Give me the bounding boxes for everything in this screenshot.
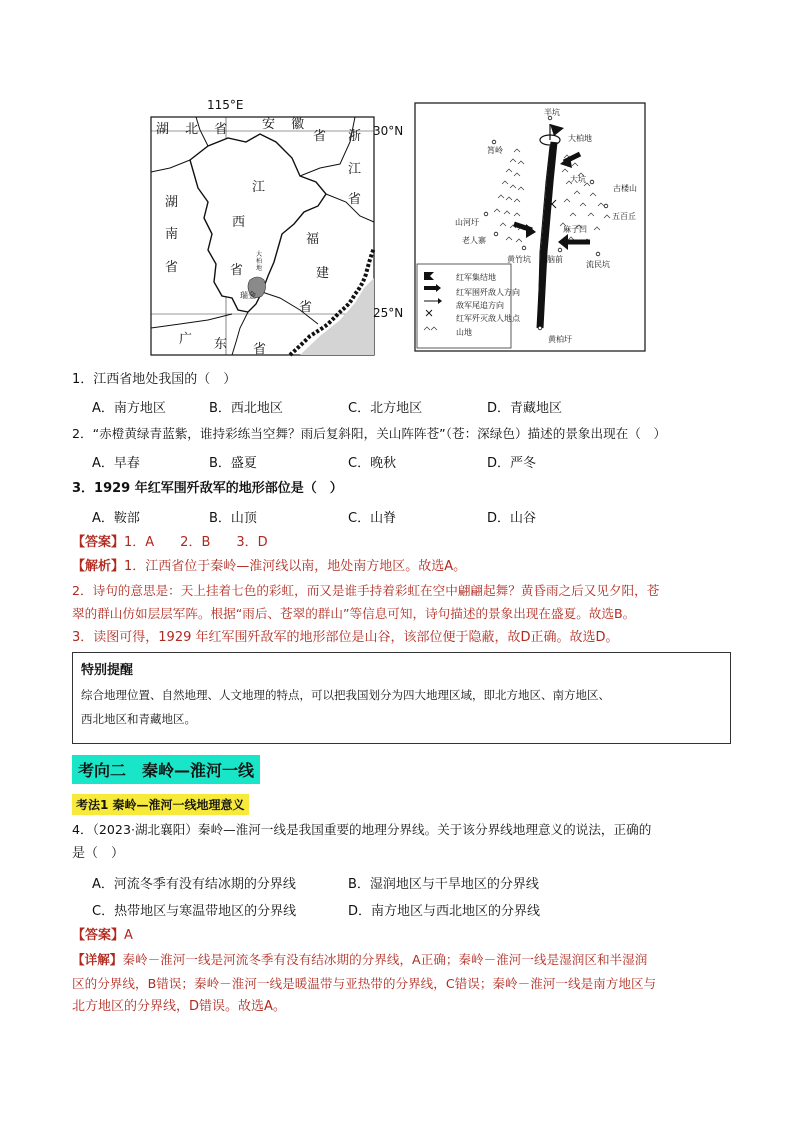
hunan-label-2: 南 bbox=[165, 227, 179, 242]
fujian-label-2: 建 bbox=[316, 266, 330, 281]
q2-option-c: C．晚秋 bbox=[348, 456, 397, 471]
q3-option-d: D．山谷 bbox=[487, 511, 537, 526]
q2-stem: 2．“赤橙黄绿青蓝紫，谁持彩练当空舞？雨后复斜阳，关山阵阵苍”（苍：深绿色）描述的景象出现在（ ） bbox=[72, 426, 667, 441]
xiangling-label: 筲岭 bbox=[487, 146, 503, 155]
huangbaiyu-label: 黄柏圩 bbox=[548, 335, 572, 344]
analysis-line-3: 翠的群山仿如层层军阵。根据“雨后、苍翠的群山”等信息可知，诗句描述的景象出现在盛夏。故选B。 bbox=[72, 606, 636, 621]
analysis-line-4: 3．读图可得，1929 年红军围歼敌军的地形部位是山谷，该部位便于隐蔽，故D正确。故选D。 bbox=[72, 630, 619, 645]
tip-line-1: 综合地理位置、自然地理、人文地理的特点，可以把我国划分为四大地理区域，即北方地区、南方地区、 bbox=[81, 688, 610, 702]
battle-map bbox=[414, 102, 646, 352]
jiangxi-map-svg bbox=[150, 98, 410, 360]
guangdong-label-1: 广 bbox=[179, 332, 193, 347]
hunan-label-1: 湖 bbox=[165, 195, 179, 210]
q4-option-c: C．热带地区与寒温带地区的分界线 bbox=[92, 904, 297, 919]
jiangxi-label-3: 省 bbox=[230, 263, 244, 278]
legend-item-annihilate: 红军歼灭敌人地点 bbox=[456, 314, 520, 323]
analysis-line-2: 2．诗句的意思是：天上挂着七色的彩虹，而又是谁手持着彩虹在空中翩翩起舞？黄昏雨之后又见夕阳，苍 bbox=[72, 583, 660, 598]
q4-option-a: A．河流冬季有没有结冰期的分界线 bbox=[92, 877, 296, 892]
q2-option-a: A．早春 bbox=[92, 456, 140, 471]
anhui-sheng-label: 省 bbox=[313, 129, 327, 144]
zhejiang-label-1: 浙 bbox=[348, 129, 362, 144]
answer-block-1 bbox=[72, 533, 268, 552]
legend-item-rally: 红军集结地 bbox=[456, 273, 496, 282]
guangdong-label-2: 东 bbox=[214, 337, 228, 352]
special-tip-box bbox=[72, 652, 731, 744]
analysis-line-1 bbox=[72, 557, 466, 576]
huangzhukeng-label: 黄竹坑 bbox=[507, 255, 531, 264]
analysis-label: 【解析】 bbox=[72, 559, 125, 574]
q1-option-c: C．北方地区 bbox=[348, 401, 423, 416]
method-title: 考法1 秦岭—淮河一线地理意义 bbox=[72, 794, 249, 815]
fujian-label-1: 福 bbox=[306, 232, 320, 247]
detail-label: 【详解】 bbox=[72, 952, 123, 967]
q1-option-a: A．南方地区 bbox=[92, 401, 166, 416]
dabodi-map1-label: 大柏地 bbox=[256, 251, 263, 272]
guangdong-label-3: 省 bbox=[253, 342, 267, 357]
laorenzhai-label: 老人寨 bbox=[462, 236, 486, 245]
tip-line-2: 西北地区和青藏地区。 bbox=[81, 712, 196, 726]
anhui-label: 安 徽 bbox=[262, 117, 311, 132]
section-title: 考向二 秦岭—淮河一线 bbox=[72, 755, 260, 784]
lon-label: 115°E bbox=[207, 98, 244, 112]
jiangxi-label-1: 江 bbox=[252, 180, 266, 195]
dakeng-label: 大坑 bbox=[570, 175, 586, 184]
shanheyu-label: 山河圩 bbox=[455, 218, 479, 227]
q2-option-d: D．严冬 bbox=[487, 456, 537, 471]
q4-stem-line-2: 是（ ） bbox=[72, 846, 125, 861]
dabodi-label: 大柏地 bbox=[568, 134, 592, 143]
battle-map-svg bbox=[414, 102, 646, 352]
q4-option-d: D．南方地区与西北地区的分界线 bbox=[348, 904, 541, 919]
legend-item-mountain: 山地 bbox=[456, 328, 472, 337]
gulou-label: 古楼山 bbox=[613, 184, 637, 193]
bankeng-label: 半坑 bbox=[544, 108, 560, 117]
q3-option-c: C．山脊 bbox=[348, 511, 397, 526]
fujian-label-3: 省 bbox=[299, 300, 313, 315]
analysis-text-1: 1．江西省位于秦岭—淮河线以南，地处南方地区。故选A。 bbox=[124, 559, 467, 574]
ruijin-label: 瑞金 bbox=[240, 291, 256, 300]
q4-option-b: B．湿润地区与干旱地区的分界线 bbox=[348, 877, 539, 892]
legend-item-attack: 红军围歼敌人方向 bbox=[456, 288, 520, 297]
q1-option-d: D．青藏地区 bbox=[487, 401, 563, 416]
answer-label-1: 【答案】 bbox=[72, 535, 125, 550]
lat25-label: 25°N bbox=[373, 306, 404, 320]
legend-item-pursuit: 敌军尾追方向 bbox=[456, 301, 504, 310]
liumin-label: 流民坑 bbox=[586, 260, 610, 269]
zhejiang-label-3: 省 bbox=[348, 192, 362, 207]
q4-stem-line-1: 4．（2023·湖北襄阳）秦岭—淮河一线是我国重要的地理分界线。关于该分界线地理意义的说法，正确的 bbox=[72, 822, 652, 837]
q3-option-a: A．鞍部 bbox=[92, 511, 140, 526]
q1-stem: 1．江西省地处我国的（ ） bbox=[72, 372, 237, 387]
detail-text-1: 秦岭－淮河一线是河流冬季有没有结冰期的分界线，A正确；秦岭－淮河一线是湿润区和半湿润 bbox=[122, 952, 648, 967]
q3-option-b: B．山顶 bbox=[209, 511, 257, 526]
jiangxi-label-2: 西 bbox=[232, 215, 246, 230]
wubaiqiu-label: 五百丘 bbox=[612, 212, 636, 221]
mazikou-label: 麻子凹 bbox=[563, 225, 587, 234]
q3-stem: 3．1929 年红军围歼敌军的地形部位是（ ） bbox=[72, 481, 343, 496]
tip-title: 特别提醒 bbox=[81, 663, 134, 678]
zhejiang-label-2: 江 bbox=[348, 162, 362, 177]
hunan-label-3: 省 bbox=[165, 260, 179, 275]
lat30-label: 30°N bbox=[373, 124, 404, 138]
answer-text-1: 1．A 2．B 3．D bbox=[124, 535, 268, 550]
answer-block-4 bbox=[72, 926, 133, 945]
q2-option-b: B．盛夏 bbox=[209, 456, 257, 471]
jiangxi-map bbox=[150, 98, 410, 360]
q1-option-b: B．西北地区 bbox=[209, 401, 283, 416]
answer-label-4: 【答案】 bbox=[72, 928, 125, 943]
detail-line-3: 北方地区的分界线，D错误。故选A。 bbox=[72, 999, 286, 1014]
detail-line-2: 区的分界线，B错误；秦岭－淮河一线是暖温带与亚热带的分界线，C错误；秦岭－淮河一线是南方地区与 bbox=[72, 976, 657, 991]
naoqian-label: 脑前 bbox=[547, 255, 563, 264]
answer-text-4: A bbox=[124, 928, 133, 943]
detail-line-1 bbox=[72, 950, 647, 969]
hubei-label: 湖 北 省 bbox=[156, 122, 234, 137]
